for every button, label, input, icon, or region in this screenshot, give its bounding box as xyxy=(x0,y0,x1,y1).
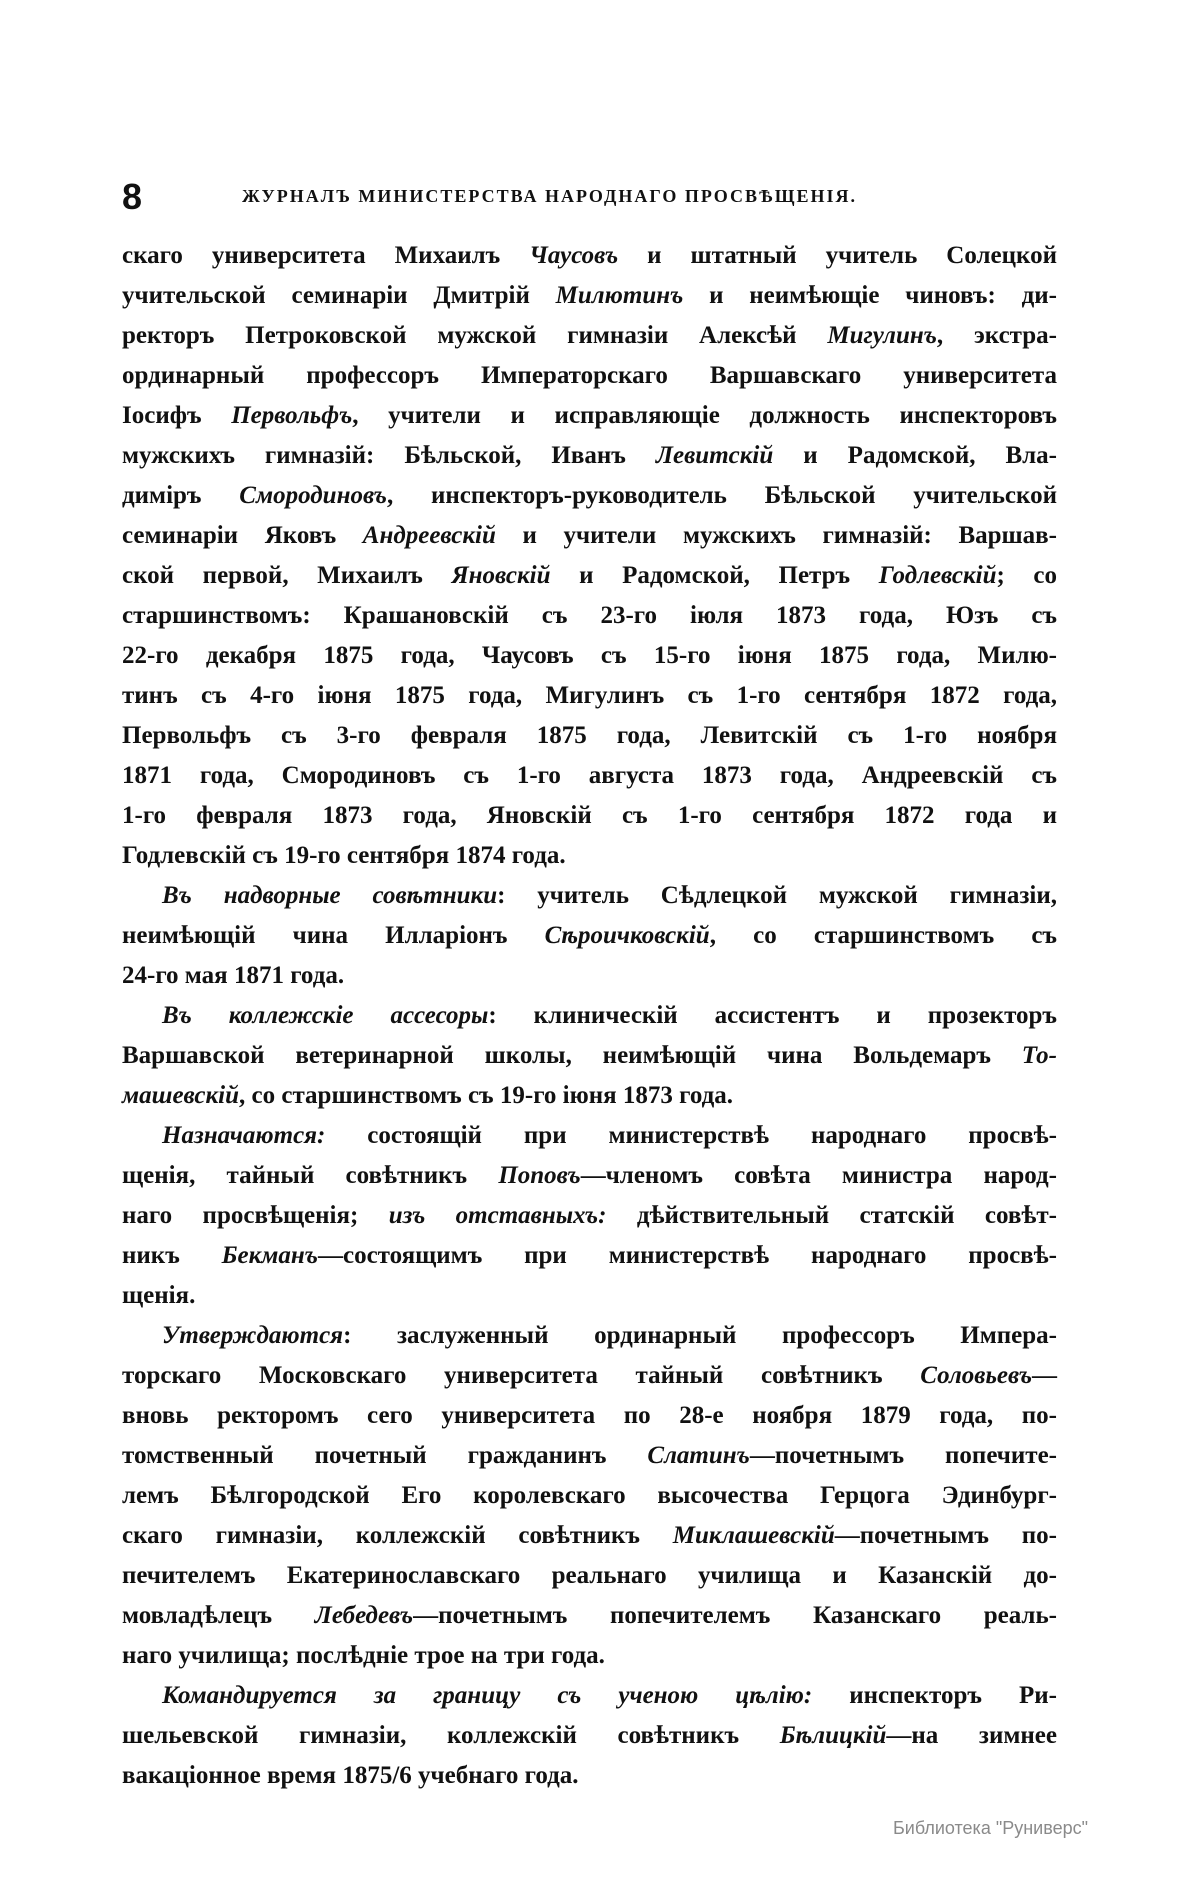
text-run: и штатный учитель Солецкой xyxy=(618,242,1057,269)
text-line xyxy=(122,276,1057,316)
text-run: учительской семинаріи Дмитрій xyxy=(122,282,556,309)
text-run: дѣйствительный статскій совѣт- xyxy=(606,1202,1057,1229)
italic-text: Смородиновъ xyxy=(239,482,387,509)
text-line xyxy=(122,1756,1057,1796)
text-line xyxy=(122,1076,1057,1116)
text-run: старшинствомъ: Крашановскій съ 23-го іюля 1873 года, Юзъ съ xyxy=(122,602,1057,629)
text-line xyxy=(122,676,1057,716)
page-header xyxy=(122,176,1062,222)
text-run: — xyxy=(1032,1362,1057,1389)
text-line xyxy=(122,436,1057,476)
italic-text: Миклашевскій xyxy=(672,1522,835,1549)
text-line xyxy=(122,1196,1057,1236)
italic-text: Соловьевъ xyxy=(920,1362,1032,1389)
text-run: лемъ Бѣлгородской Его королевскаго высочества Герцога Эдинбург- xyxy=(122,1482,1057,1509)
watermark: Библиотека "Руниверс" xyxy=(892,1818,1088,1838)
text-line xyxy=(122,396,1057,436)
italic-text: Чаусовъ xyxy=(529,242,619,269)
italic-text: Слатинъ xyxy=(647,1442,750,1469)
text-run: никъ xyxy=(122,1242,222,1269)
text-line xyxy=(122,1516,1057,1556)
text-line xyxy=(122,1636,1057,1676)
text-run: шельевской гимназіи, коллежскій совѣтникъ xyxy=(122,1722,780,1749)
text-run: —почетнымъ попечите- xyxy=(749,1442,1057,1469)
text-run: щенія. xyxy=(122,1282,196,1309)
text-line xyxy=(122,1116,1057,1156)
text-run: ; со xyxy=(996,562,1058,589)
text-line xyxy=(122,1476,1057,1516)
italic-text: Поповъ xyxy=(498,1162,581,1189)
text-run: томственный почетный гражданинъ xyxy=(122,1442,648,1469)
text-run: 1871 года, Смородиновъ съ 1-го августа 1873 года, Андреевскій съ xyxy=(122,762,1057,789)
text-line xyxy=(122,236,1057,276)
italic-text: Въ коллежскіе ассесоры xyxy=(162,1002,489,1029)
text-run: —на зимнее xyxy=(886,1722,1057,1749)
text-line xyxy=(122,716,1057,756)
text-run: наго училища; послѣдніе трое на три года. xyxy=(122,1642,605,1669)
italic-text: изъ отставныхъ: xyxy=(388,1202,607,1229)
text-run: ректоръ Петроковской мужской гимназіи Алексѣй xyxy=(122,322,828,349)
text-run: : клиническій ассистентъ и прозекторъ xyxy=(488,1002,1058,1029)
text-run: , со старшинствомъ съ xyxy=(709,922,1057,949)
text-run: тинъ съ 4-го іюня 1875 года, Мигулинъ съ 1-го сентября 1872 года, xyxy=(122,682,1057,709)
italic-text: То- xyxy=(1021,1042,1057,1069)
italic-text: Утверждаются xyxy=(162,1322,344,1349)
text-line xyxy=(122,796,1057,836)
text-run: —состоящимъ при министерствѣ народнаго просвѣ- xyxy=(317,1242,1057,1269)
text-run: 22-го декабря 1875 года, Чаусовъ съ 15-го іюня 1875 года, Милю- xyxy=(122,642,1057,669)
text-line xyxy=(122,1556,1057,1596)
italic-text: Мигулинъ xyxy=(827,322,937,349)
text-run: наго просвѣщенія; xyxy=(122,1202,389,1229)
italic-text: Бѣлицкій xyxy=(779,1722,887,1749)
text-run: ской первой, Михаилъ xyxy=(122,562,452,589)
text-line xyxy=(122,1356,1057,1396)
text-line xyxy=(122,1316,1057,1356)
italic-text: машевскій xyxy=(122,1082,240,1109)
text-run: 24-го мая 1871 года. xyxy=(122,962,345,989)
text-line xyxy=(122,996,1057,1036)
italic-text: Лебедевъ xyxy=(314,1602,414,1629)
text-run: диміръ xyxy=(122,482,240,509)
text-run: Іосифъ xyxy=(122,402,232,429)
text-run: , инспекторъ-руководитель Бѣльской учительской xyxy=(386,482,1057,509)
text-run: : заслуженный ординарный профессоръ Импера- xyxy=(343,1322,1057,1349)
text-run: и Радомской, Петръ xyxy=(550,562,879,589)
italic-text: Яновскій xyxy=(451,562,551,589)
text-run: печителемъ Екатеринославскаго реальнаго училища и Казанскій до- xyxy=(122,1562,1057,1589)
text-run: скаго университета Михаилъ xyxy=(122,242,530,269)
text-line xyxy=(122,316,1057,356)
text-run: , со старшинствомъ съ 19-го іюня 1873 года. xyxy=(239,1082,734,1109)
text-run: 1-го февраля 1873 года, Яновскій съ 1-го сентября 1872 года и xyxy=(122,802,1057,829)
text-run: —почетнымъ по- xyxy=(834,1522,1057,1549)
text-run: , экстра- xyxy=(936,322,1057,349)
text-run: мовладѣлецъ xyxy=(122,1602,315,1629)
text-run: вновь ректоромъ сего университета по 28-е ноября 1879 года, по- xyxy=(122,1402,1057,1429)
text-line xyxy=(122,1716,1057,1756)
text-line xyxy=(122,1156,1057,1196)
page-number: 8 xyxy=(122,176,143,217)
text-line xyxy=(122,1436,1057,1476)
text-line xyxy=(122,956,1057,996)
text-line xyxy=(122,1036,1057,1076)
text-line xyxy=(122,516,1057,556)
text-run: и Радомской, Вла- xyxy=(773,442,1058,469)
text-run: вакаціонное время 1875/6 учебнаго года. xyxy=(122,1762,579,1789)
text-run: семинаріи Яковъ xyxy=(122,522,363,549)
text-line xyxy=(122,1396,1057,1436)
text-line xyxy=(122,756,1057,796)
italic-text: Сѣроичковскій xyxy=(544,922,710,949)
text-line xyxy=(122,1676,1057,1716)
text-line xyxy=(122,556,1057,596)
text-line xyxy=(122,636,1057,676)
text-run: и учители мужскихъ гимназій: Варшав- xyxy=(495,522,1057,549)
italic-text: Андреевскій xyxy=(362,522,496,549)
text-run: щенія, тайный совѣтникъ xyxy=(122,1162,499,1189)
italic-text: Первольфъ xyxy=(231,402,353,429)
text-run: —членомъ совѣта министра народ- xyxy=(580,1162,1057,1189)
italic-text: Командируется за границу съ ученою цѣлію: xyxy=(162,1682,813,1709)
text-line xyxy=(122,476,1057,516)
text-run: Варшавской ветеринарной школы, неимѣющій чина Вольдемаръ xyxy=(122,1042,1022,1069)
body-text xyxy=(122,236,1057,1796)
text-line xyxy=(122,596,1057,636)
text-run: , учители и исправляющіе должность инспекторовъ xyxy=(352,402,1057,429)
italic-text: Бекманъ xyxy=(221,1242,318,1269)
text-line xyxy=(122,836,1057,876)
text-run: торскаго Московскаго университета тайный совѣтникъ xyxy=(122,1362,921,1389)
text-run: ординарный профессоръ Императорскаго Варшавскаго университета xyxy=(122,362,1057,389)
running-head: ЖУРНАЛЪ МИНИСТЕРСТВА НАРОДНАГО ПРОСВѢЩЕНІЯ. xyxy=(242,186,858,206)
text-run: и неимѣющіе чиновъ: ди- xyxy=(683,282,1057,309)
text-run: скаго гимназіи, коллежскій совѣтникъ xyxy=(122,1522,673,1549)
italic-text: Назначаются: xyxy=(162,1122,326,1149)
italic-text: Годлевскій xyxy=(878,562,997,589)
text-line xyxy=(122,876,1057,916)
italic-text: Въ надворные совѣтники xyxy=(162,882,498,909)
text-run: : учитель Сѣдлецкой мужской гимназіи, xyxy=(497,882,1057,909)
text-run: инспекторъ Ри- xyxy=(812,1682,1057,1709)
text-run: —почетнымъ попечителемъ Казанскаго реаль- xyxy=(413,1602,1058,1629)
italic-text: Левитскій xyxy=(655,442,774,469)
text-line xyxy=(122,356,1057,396)
italic-text: Милютинъ xyxy=(555,282,684,309)
text-line xyxy=(122,1236,1057,1276)
text-run: Годлевскій съ 19-го сентября 1874 года. xyxy=(122,842,566,869)
text-run: мужскихъ гимназій: Бѣльской, Иванъ xyxy=(122,442,656,469)
text-line xyxy=(122,916,1057,956)
text-line xyxy=(122,1276,1057,1316)
text-line xyxy=(122,1596,1057,1636)
text-run: Первольфъ съ 3-го февраля 1875 года, Левитскій съ 1-го ноября xyxy=(122,722,1057,749)
text-run: неимѣющій чина Илларіонъ xyxy=(122,922,545,949)
text-run: состоящій при министерствѣ народнаго просвѣ- xyxy=(325,1122,1057,1149)
